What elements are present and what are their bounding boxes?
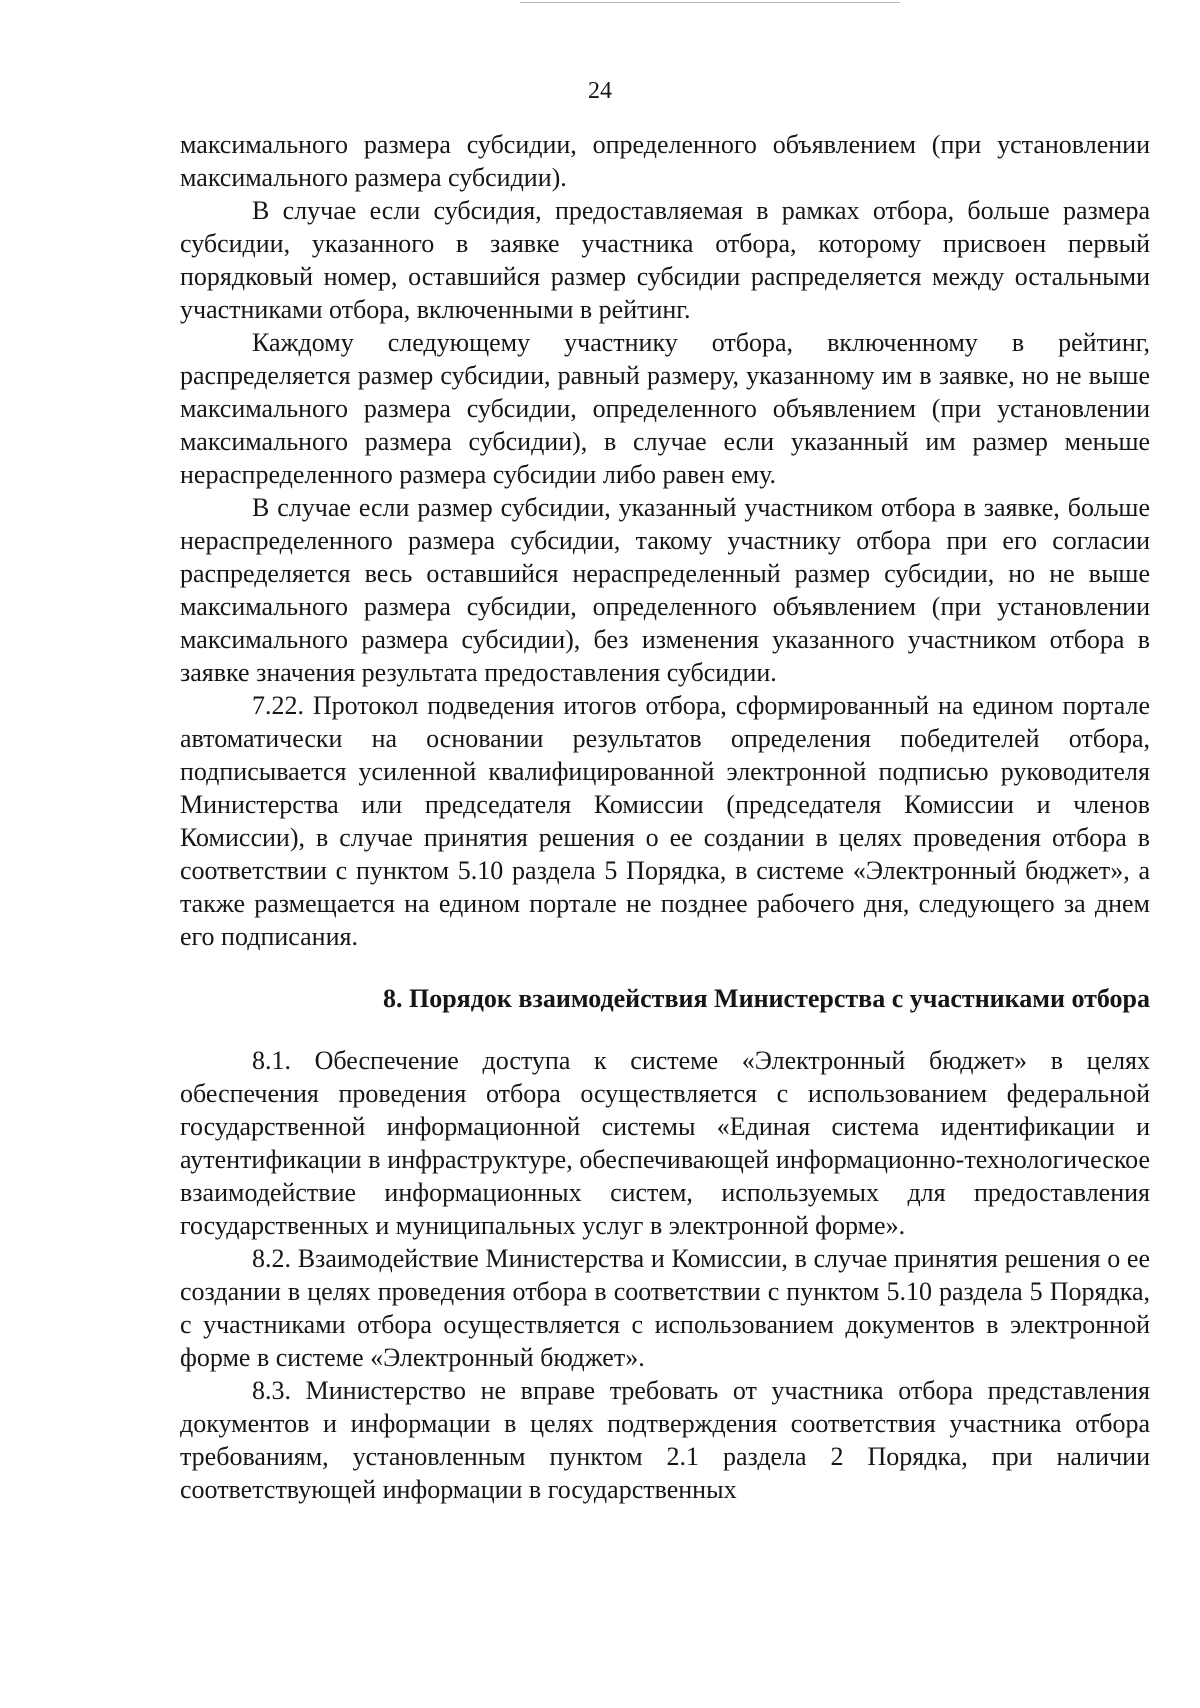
scan-artifact-top <box>520 2 900 3</box>
paragraph-greater-amount: В случае если размер субсидии, указанный участником отбора в заявке, больше нераспределенного размера субсидии, такому участнику отбора при его согласии распределяется весь оставшийся нераспределенный размер субсидии, но не выше максимального размера субсидии, определенного объявлением (при установлении максимального размера субсидии), без изменения указанного участником отбора в заявке значения результата предоставления субсидии. <box>180 493 1150 687</box>
paragraph-8-2: 8.2. Взаимодействие Министерства и Комиссии, в случае принятия решения о ее создании в целях проведения отбора в соответствии с пунктом 5.10 раздела 5 Порядка, с участниками отбора осуществляется с использованием документов в электронной форме в системе «Электронный бюджет». <box>180 1244 1150 1372</box>
paragraph-remaining-subsidy: В случае если субсидия, предоставляемая в рамках отбора, больше размера субсидии, указанного в заявке участника отбора, которому присвоен первый порядковый номер, оставшийся размер субсидии распределяется между остальными участниками отбора, включенными в рейтинг. <box>180 196 1150 324</box>
paragraph-continuation: максимального размера субсидии, определенного объявлением (при установлении максимального размера субсидии). <box>180 130 1150 192</box>
section-heading-8: 8. Порядок взаимодействия Министерства с участниками отбора <box>383 984 1150 1013</box>
paragraph-7-22: 7.22. Протокол подведения итогов отбора, сформированный на едином портале автоматически на основании результатов определения победителей отбора, подписывается усиленной квалифицированной электронной подписью руководителя Министерства или председателя Комиссии (председателя Комиссии и членов Комиссии), в случае принятия решения о ее создании в целях проведения отбора в соответствии с пунктом 5.10 раздела 5 Порядка, в системе «Электронный бюджет», а также размещается на едином портале не позднее рабочего дня, следующего за днем его подписания. <box>180 691 1150 951</box>
document-body <box>180 128 1150 1506</box>
paragraph-8-1: 8.1. Обеспечение доступа к системе «Электронный бюджет» в целях обеспечения проведения отбора осуществляется с использованием федеральной государственной информационной системы «Единая система идентификации и аутентификации в инфраструктуре, обеспечивающей информационно-технологическое взаимодействие информационных систем, используемых для предоставления государственных и муниципальных услуг в электронной форме». <box>180 1046 1150 1240</box>
page-number: 24 <box>588 78 612 104</box>
paragraph-next-participant: Каждому следующему участнику отбора, включенному в рейтинг, распределяется размер субсидии, равный размеру, указанному им в заявке, но не выше максимального размера субсидии, определенного объявлением (при установлении максимального размера субсидии), в случае если указанный им размер меньше нераспределенного размера субсидии либо равен ему. <box>180 328 1150 489</box>
paragraph-8-3: 8.3. Министерство не вправе требовать от участника отбора представления документов и информации в целях подтверждения соответствия участника отбора требованиям, установленным пунктом 2.1 раздела 2 Порядка, при наличии соответствующей информации в государственных <box>180 1376 1150 1504</box>
